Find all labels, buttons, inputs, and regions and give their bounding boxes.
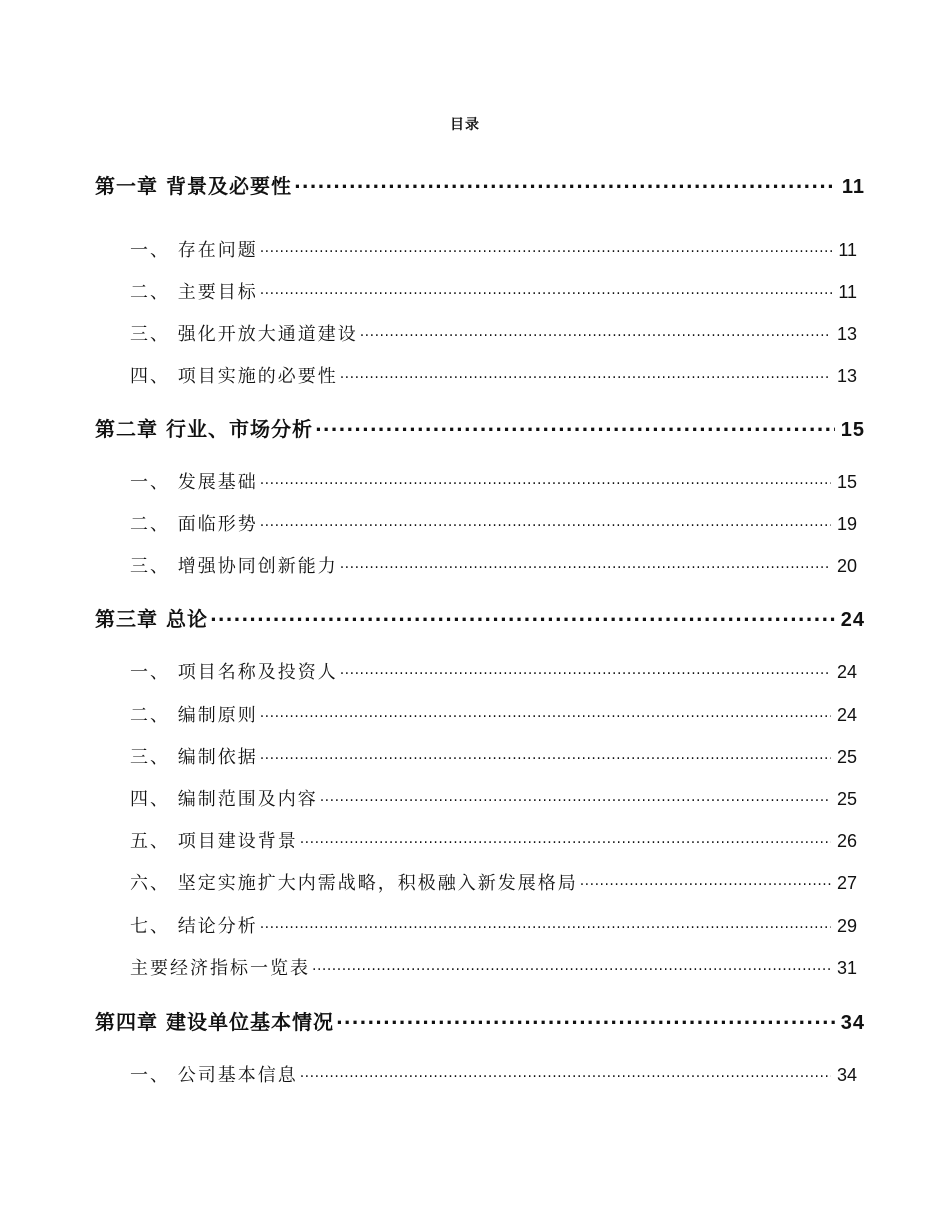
toc-entry-page: 13 xyxy=(836,366,857,386)
toc-entry-label: 二、 编制原则 xyxy=(130,705,258,726)
dot-leader xyxy=(312,956,831,974)
toc-entry-label: 三、 增强协同创新能力 xyxy=(130,556,338,577)
toc-entry-page: 25 xyxy=(836,789,857,809)
toc-chapter-entry[interactable] xyxy=(95,413,865,442)
toc-section-entry[interactable] xyxy=(130,869,857,895)
toc-entry-page: 15 xyxy=(836,472,857,492)
toc-entry-page: 13 xyxy=(836,324,857,344)
dot-leader xyxy=(300,829,831,847)
toc-entry-label: 五、 项目建设背景 xyxy=(130,831,298,852)
toc-entry-label: 六、 坚定实施扩大内需战略，积极融入新发展格局 xyxy=(130,873,578,894)
toc-section-entry[interactable] xyxy=(130,1061,857,1087)
dot-leader xyxy=(340,364,831,382)
toc-entry-label: 二、 面临形势 xyxy=(130,514,258,535)
toc-entry-label: 四、 项目实施的必要性 xyxy=(130,366,338,387)
toc-section-entry[interactable] xyxy=(130,785,857,811)
dot-leader xyxy=(260,280,833,298)
toc-entry-page: 15 xyxy=(840,419,865,441)
dot-leader xyxy=(260,745,831,763)
toc-entry-label: 一、 公司基本信息 xyxy=(130,1065,298,1086)
toc-chapter-entry[interactable] xyxy=(95,1006,865,1035)
toc-entry-page: 25 xyxy=(836,747,857,767)
toc-section-entry[interactable] xyxy=(130,510,857,536)
toc-chapter-entry[interactable] xyxy=(95,603,865,632)
toc-entry-label: 一、 项目名称及投资人 xyxy=(130,662,338,683)
toc-entry-label: 一、 发展基础 xyxy=(130,472,258,493)
dot-leader xyxy=(260,512,831,530)
dot-leader xyxy=(260,703,831,721)
toc-entry-page: 19 xyxy=(836,514,857,534)
dot-leader xyxy=(315,416,835,436)
toc-entry-label: 三、 编制依据 xyxy=(130,747,258,768)
toc-entry-page: 31 xyxy=(836,958,857,978)
toc-entry-page: 26 xyxy=(836,831,857,851)
dot-leader xyxy=(340,660,831,678)
toc-section-entry[interactable] xyxy=(130,278,857,304)
toc-entry-label: 第四章 建设单位基本情况 xyxy=(95,1010,334,1034)
dot-leader xyxy=(294,173,836,193)
toc-section-entry[interactable] xyxy=(130,468,857,494)
dot-leader xyxy=(260,238,833,256)
toc-section-entry[interactable] xyxy=(130,743,857,769)
toc-entry-page: 11 xyxy=(838,240,857,260)
toc-section-entry[interactable] xyxy=(130,658,857,684)
toc-chapter-entry[interactable] xyxy=(95,170,865,199)
toc-section-entry[interactable] xyxy=(130,362,857,388)
toc-entry-page: 24 xyxy=(836,662,857,682)
toc-section-entry[interactable] xyxy=(130,954,857,980)
dot-leader xyxy=(300,1063,831,1081)
toc-entry-label: 四、 编制范围及内容 xyxy=(130,789,318,810)
toc-section-entry[interactable] xyxy=(130,552,857,578)
toc-entry-label: 第一章 背景及必要性 xyxy=(95,174,292,198)
toc-section-entry[interactable] xyxy=(130,912,857,938)
dot-leader xyxy=(260,914,831,932)
toc-title: 目录 xyxy=(450,117,480,133)
toc-entry-page: 29 xyxy=(836,916,857,936)
toc-entry-label: 一、 存在问题 xyxy=(130,240,258,261)
toc-section-entry[interactable] xyxy=(130,320,857,346)
toc-entry-label: 第二章 行业、市场分析 xyxy=(95,417,313,441)
dot-leader xyxy=(210,606,835,626)
toc-entry-page: 20 xyxy=(836,556,857,576)
toc-entry-page: 34 xyxy=(836,1065,857,1085)
dot-leader xyxy=(340,554,831,572)
toc-section-entry[interactable] xyxy=(130,236,857,262)
toc-entry-label: 七、 结论分析 xyxy=(130,916,258,937)
toc-entry-label: 第三章 总论 xyxy=(95,607,208,631)
dot-leader xyxy=(360,322,831,340)
toc-entry-label: 主要经济指标一览表 xyxy=(130,958,310,979)
toc-entry-page: 24 xyxy=(836,705,857,725)
toc-entry-page: 24 xyxy=(840,609,865,631)
toc-entry-page: 34 xyxy=(840,1012,865,1034)
toc-entry-page: 11 xyxy=(841,176,865,198)
dot-leader xyxy=(336,1009,835,1029)
toc-section-entry[interactable] xyxy=(130,827,857,853)
dot-leader xyxy=(260,470,831,488)
toc-entry-page: 27 xyxy=(836,873,857,893)
toc-section-entry[interactable] xyxy=(130,701,857,727)
toc-entry-label: 三、 强化开放大通道建设 xyxy=(130,324,358,345)
dot-leader xyxy=(580,871,831,889)
toc-entry-label: 二、 主要目标 xyxy=(130,282,258,303)
toc-entry-page: 11 xyxy=(838,282,857,302)
dot-leader xyxy=(320,787,831,805)
